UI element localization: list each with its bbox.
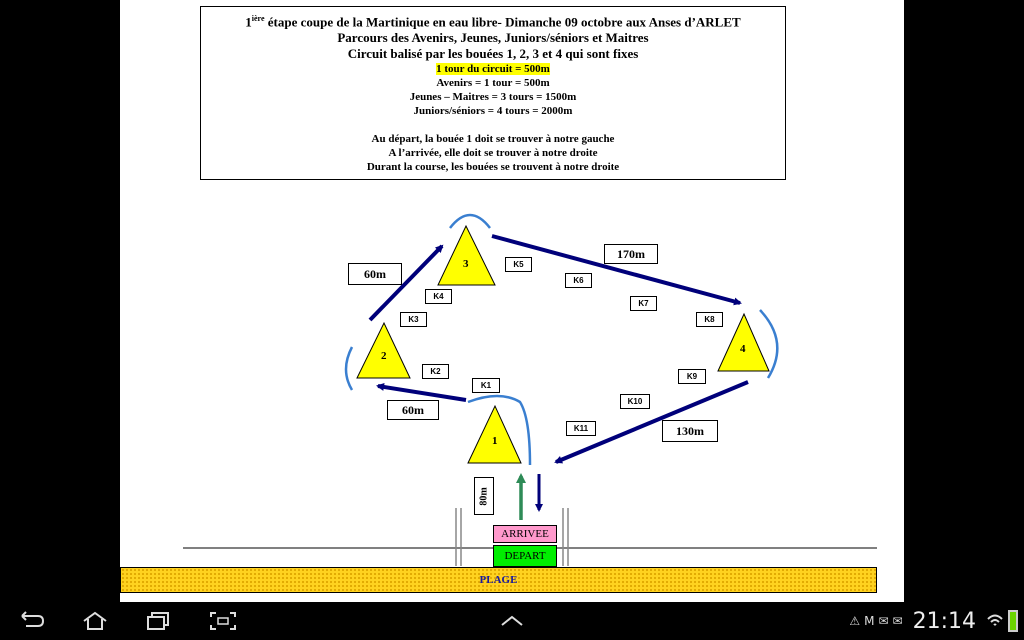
battery-icon xyxy=(1008,610,1018,632)
pontoon-right xyxy=(563,508,568,566)
home-icon[interactable] xyxy=(80,610,110,632)
status-bar xyxy=(849,602,1024,640)
system-navigation-bar xyxy=(0,602,1024,640)
rule-during: Durant la course, les bouées se trouvent à notre droite xyxy=(366,161,620,174)
distance-130m: 130m xyxy=(662,420,718,442)
arrivee-label: ARRIVEE xyxy=(493,525,557,543)
marker-k7: K7 xyxy=(630,296,657,311)
marker-k8: K8 xyxy=(696,312,723,327)
marker-k10: K10 xyxy=(620,394,650,409)
juniors-line: Juniors/séniors = 4 tours = 2000m xyxy=(413,105,573,118)
screenshot-icon[interactable] xyxy=(208,610,238,632)
circuit-line: Circuit balisé par les bouées 1, 2, 3 et 4 qui sont fixes xyxy=(347,46,639,62)
page-title: $1^{ière}$ étape coupe de la Martinique en eau libre- Dimanche 09 octobre aux Anses d’ARLET xyxy=(245,14,741,30)
rule-finish: A l’arrivée, elle doit se trouver à notre droite xyxy=(388,147,598,160)
buoy-3-label: 3 xyxy=(463,258,469,270)
curve-buoy-2 xyxy=(346,347,352,390)
marker-k6: K6 xyxy=(565,273,592,288)
marker-k5: K5 xyxy=(505,257,532,272)
marker-k11: K11 xyxy=(566,421,596,436)
courses-line: Parcours des Avenirs, Jeunes, Juniors/séniors et Maitres xyxy=(337,30,649,46)
buoy-2-label: 2 xyxy=(381,350,387,362)
distance-170m: 170m xyxy=(604,244,658,264)
gmail-icon: M xyxy=(864,614,875,628)
distance-80m: 80m xyxy=(474,477,494,515)
avenirs-line: Avenirs = 1 tour = 500m xyxy=(436,77,550,90)
warning-icon: ⚠ xyxy=(849,614,861,628)
buoy-3-icon xyxy=(438,226,495,285)
missed-mail-icon: ✉ xyxy=(878,614,889,628)
clock: 21:14 xyxy=(912,608,976,634)
lap-highlight: 1 tour du circuit = 500m xyxy=(436,63,550,76)
marker-k1: K1 xyxy=(472,378,500,393)
wifi-icon xyxy=(986,611,1004,631)
buoy-4-label: 4 xyxy=(740,343,746,355)
marker-k9: K9 xyxy=(678,369,706,384)
marker-k3: K3 xyxy=(400,312,427,327)
pontoon-left xyxy=(456,508,461,566)
depart-label: DEPART xyxy=(493,545,557,567)
distance-60m-bottom: 60m xyxy=(387,400,439,420)
curve-buoy-3 xyxy=(450,215,490,228)
marker-k4: K4 xyxy=(425,289,452,304)
rule-start: Au départ, la bouée 1 doit se trouver à notre gauche xyxy=(371,133,615,146)
plage-beach: PLAGE xyxy=(120,567,877,593)
mail-icon: ✉ xyxy=(892,614,903,628)
arrow-1-to-2 xyxy=(378,386,466,400)
jeunes-line: Jeunes – Maitres = 3 tours = 1500m xyxy=(409,91,577,104)
back-icon[interactable] xyxy=(16,610,46,632)
marker-k2: K2 xyxy=(422,364,449,379)
buoy-1-label: 1 xyxy=(492,435,498,447)
distance-60m-top: 60m xyxy=(348,263,402,285)
recent-apps-icon[interactable] xyxy=(144,610,174,632)
up-chevron-icon[interactable] xyxy=(497,610,527,632)
